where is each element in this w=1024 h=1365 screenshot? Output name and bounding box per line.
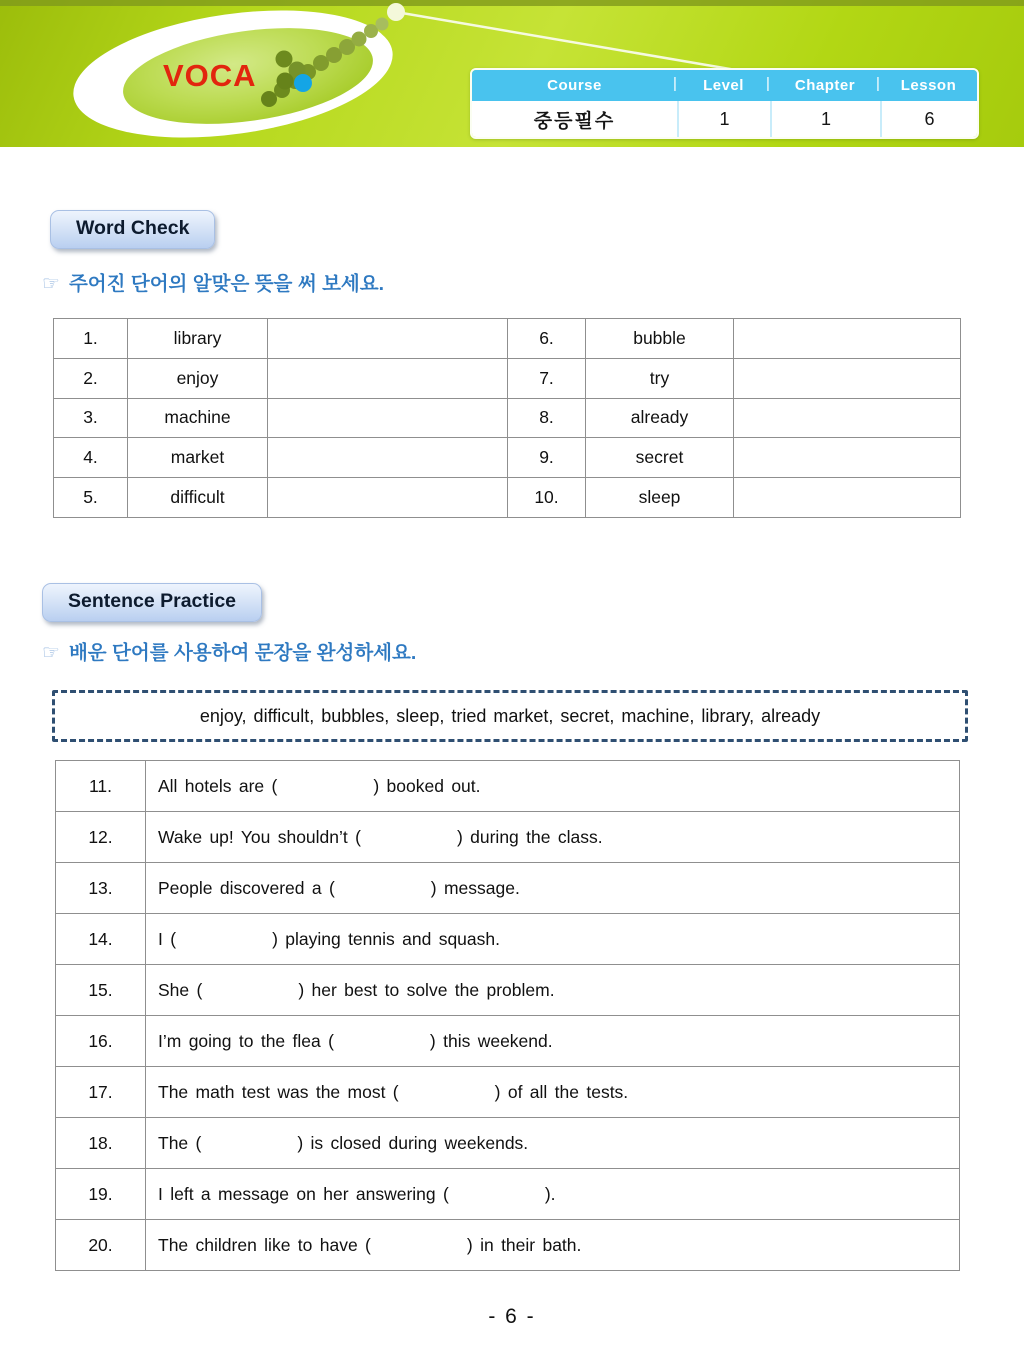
pipe-separator: | <box>673 75 678 92</box>
sentence-text <box>146 965 960 1016</box>
sentence-pre: All hotels are ( <box>158 775 278 796</box>
sentence-row <box>56 1169 960 1220</box>
sentence-pre: The children like to have ( <box>158 1234 371 1255</box>
sentence-text <box>146 863 960 914</box>
sentence-row <box>56 761 960 812</box>
word-number: 10. <box>508 478 586 518</box>
answer-blank <box>268 478 508 518</box>
word-label: try <box>586 358 734 398</box>
pointing-hand-icon: ☞ <box>42 273 60 295</box>
word-label: bubble <box>586 319 734 359</box>
word-bank-box <box>52 690 968 742</box>
pipe-separator: | <box>766 75 771 92</box>
pipe-separator: | <box>876 75 881 92</box>
sentence-post: ) of all the tests. <box>494 1081 629 1102</box>
sentence-row <box>56 914 960 965</box>
sentence-practice-instruction: ☞ 배운 단어를 사용하여 문장을 완성하세요. <box>42 642 417 664</box>
sentence-text <box>146 1118 960 1169</box>
sentence-row <box>56 1220 960 1271</box>
sentence-number: 18. <box>56 1118 146 1169</box>
sentence-text <box>146 761 960 812</box>
sentence-row <box>56 863 960 914</box>
sentence-pre: The math test was the most ( <box>158 1081 399 1102</box>
chapter-value: 1 <box>770 101 880 137</box>
sentence-pre: People discovered a ( <box>158 877 335 898</box>
word-label: machine <box>128 398 268 438</box>
course-value: 중등필수 <box>472 101 677 137</box>
word-label: secret <box>586 438 734 478</box>
sentence-post: ) her best to solve the problem. <box>298 979 555 1000</box>
word-row <box>54 478 961 518</box>
dot-decor <box>277 73 294 90</box>
sentence-text <box>146 1220 960 1271</box>
word-label: market <box>128 438 268 478</box>
answer-blank <box>268 398 508 438</box>
sentence-post: ) this weekend. <box>429 1030 553 1051</box>
dot-decor <box>352 32 367 47</box>
sentence-table <box>55 760 960 1271</box>
word-number: 9. <box>508 438 586 478</box>
sentence-post: ) in their bath. <box>466 1234 582 1255</box>
dot-decor <box>376 18 389 31</box>
sentence-post: ) during the class. <box>456 826 603 847</box>
word-row <box>54 398 961 438</box>
answer-blank <box>734 438 961 478</box>
dot-decor <box>261 91 277 107</box>
sentence-post: ) booked out. <box>373 775 481 796</box>
sentence-pre: I left a message on her answering ( <box>158 1183 449 1204</box>
word-row <box>54 438 961 478</box>
sentence-practice-title: Sentence Practice <box>42 583 262 622</box>
sentence-text <box>146 1067 960 1118</box>
word-number: 7. <box>508 358 586 398</box>
sentence-text <box>146 914 960 965</box>
level-header: | Level <box>677 70 770 101</box>
word-label: difficult <box>128 478 268 518</box>
sentence-number: 20. <box>56 1220 146 1271</box>
word-number: 2. <box>54 358 128 398</box>
sentence-pre: Wake up! You shouldn’t ( <box>158 826 361 847</box>
sentence-pre: The ( <box>158 1132 202 1153</box>
voca-logo: VOCA <box>163 58 257 93</box>
sentence-row <box>56 1016 960 1067</box>
sentence-pre: I ( <box>158 928 177 949</box>
info-value-row <box>472 101 977 137</box>
word-label: enjoy <box>128 358 268 398</box>
word-number: 1. <box>54 319 128 359</box>
word-label: sleep <box>586 478 734 518</box>
sentence-row <box>56 965 960 1016</box>
word-row <box>54 319 961 359</box>
sentence-pre: I’m going to the flea ( <box>158 1030 334 1051</box>
sentence-row <box>56 1118 960 1169</box>
lesson-value: 6 <box>880 101 977 137</box>
header-info-table <box>470 68 979 139</box>
sentence-row <box>56 812 960 863</box>
sentence-row <box>56 1067 960 1118</box>
word-number: 8. <box>508 398 586 438</box>
sentence-text <box>146 1016 960 1067</box>
sentence-number: 13. <box>56 863 146 914</box>
course-header: Course <box>472 70 677 101</box>
pointing-hand-icon: ☞ <box>42 642 60 664</box>
word-number: 6. <box>508 319 586 359</box>
word-number: 4. <box>54 438 128 478</box>
sentence-number: 17. <box>56 1067 146 1118</box>
word-check-title: Word Check <box>50 210 215 249</box>
info-header-row <box>472 70 977 101</box>
answer-blank <box>734 398 961 438</box>
word-number: 5. <box>54 478 128 518</box>
sentence-post: ) playing tennis and squash. <box>272 928 500 949</box>
lesson-header: | Lesson <box>880 70 977 101</box>
dot-decor-blue <box>294 74 312 92</box>
sentence-text <box>146 1169 960 1220</box>
word-row <box>54 358 961 398</box>
answer-blank <box>734 358 961 398</box>
answer-blank <box>268 358 508 398</box>
answer-blank <box>268 438 508 478</box>
sentence-pre: She ( <box>158 979 203 1000</box>
answer-blank <box>268 319 508 359</box>
word-label: already <box>586 398 734 438</box>
sentence-number: 16. <box>56 1016 146 1067</box>
sentence-post: ) is closed during weekends. <box>297 1132 529 1153</box>
sentence-number: 19. <box>56 1169 146 1220</box>
header-band <box>0 0 1024 147</box>
chapter-header: | Chapter <box>770 70 880 101</box>
answer-blank <box>734 478 961 518</box>
sentence-post: ) message. <box>430 877 520 898</box>
dot-decor-white <box>387 3 405 21</box>
level-value: 1 <box>677 101 770 137</box>
sentence-number: 11. <box>56 761 146 812</box>
word-check-instruction: ☞ 주어진 단어의 알맞은 뜻을 써 보세요. <box>42 273 384 295</box>
word-check-table <box>53 318 961 518</box>
word-number: 3. <box>54 398 128 438</box>
page-number: - 6 - <box>488 1305 536 1328</box>
sentence-number: 15. <box>56 965 146 1016</box>
answer-blank <box>734 319 961 359</box>
sentence-text <box>146 812 960 863</box>
sentence-number: 14. <box>56 914 146 965</box>
word-bank-text: enjoy, difficult, bubbles, sleep, tried market, secret, machine, library, already <box>199 705 821 726</box>
sentence-post: ). <box>544 1183 556 1204</box>
word-label: library <box>128 319 268 359</box>
dot-decor <box>276 51 293 68</box>
sentence-number: 12. <box>56 812 146 863</box>
